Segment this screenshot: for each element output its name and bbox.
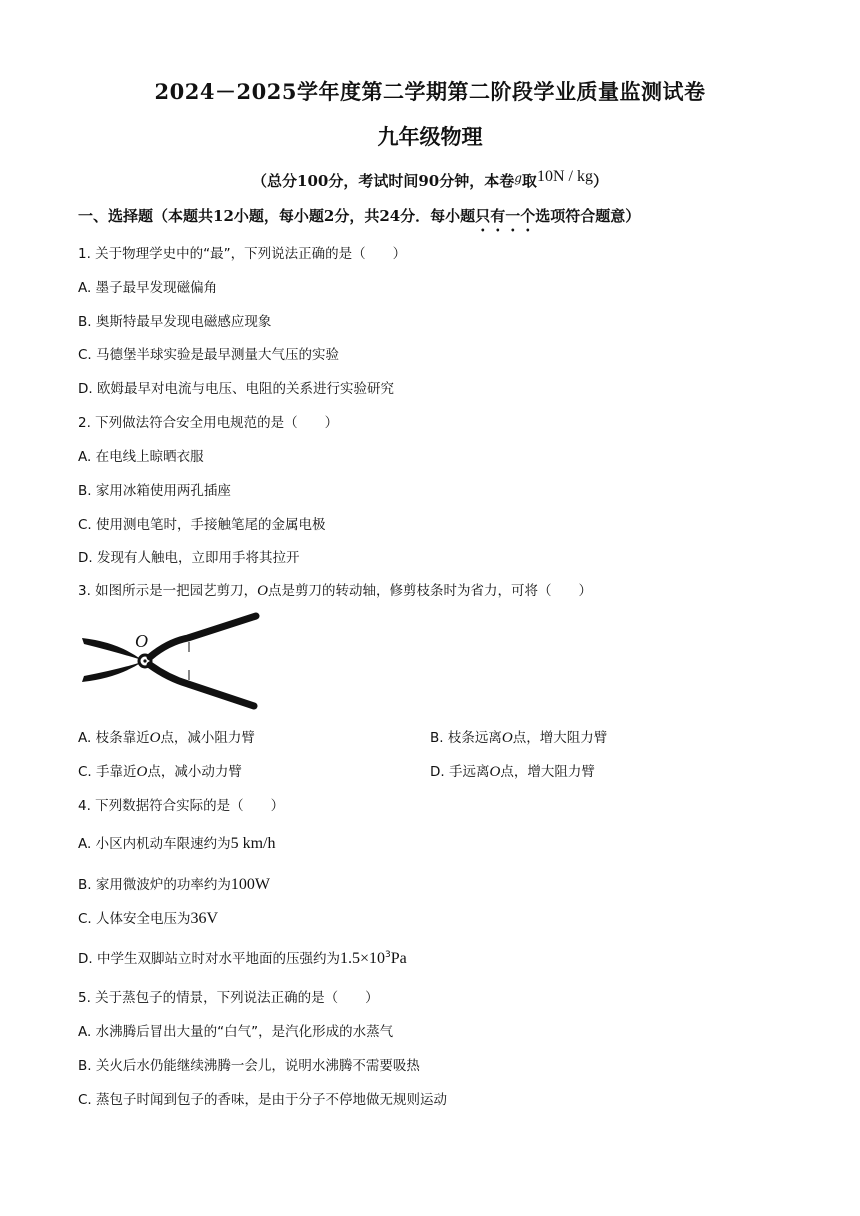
q1-option-a: A. 墨子最早发现磁偏角 (78, 280, 218, 296)
exam-note (0, 170, 860, 191)
exam-subtitle: 九年级物理 (377, 124, 483, 149)
q4-a-text: A. 小区内机动车限速约为 (78, 836, 231, 852)
q4-b-value: 100W (230, 876, 270, 893)
note-mid: 取 (521, 172, 537, 190)
lower-handle (150, 665, 254, 706)
q4-d-exponent: 3 (385, 950, 391, 960)
pivot-label: O (135, 631, 148, 651)
q4-c-value: 36V (190, 910, 219, 927)
q3-c-o: O (136, 764, 148, 780)
q4-a-value: 5 km/h (230, 835, 276, 852)
q3-option-c (78, 760, 242, 781)
exam-title: 2024－2025学年度第二学期第二阶段学业质量监测试卷 (154, 79, 706, 104)
q2-option-d: D. 发现有人触电，立即用手将其拉开 (78, 550, 300, 566)
q2-option-b: B. 家用冰箱使用两孔插座 (78, 483, 231, 499)
q2-stem: 2. 下列做法符合安全用电规范的是（ ） (78, 415, 339, 431)
q3-b-part: B. 枝条远离 (430, 730, 502, 746)
shears-drawing (78, 612, 268, 712)
q4-d-value: 1.5×10 (339, 950, 386, 967)
note-unit: 10N / kg (536, 168, 593, 185)
q3-c-part: C. 手靠近 (78, 764, 137, 780)
q1-option-b: B. 奥斯特最早发现电磁感应现象 (78, 314, 272, 330)
q4-d-text: D. 中学生双脚站立时对水平地面的压强约为 (78, 951, 340, 967)
note-symbol: g (514, 171, 522, 185)
section-emphasis: 只有一个 (475, 207, 536, 225)
q3-d-part: D. 手远离 (430, 764, 490, 780)
q3-a-part: A. 枝条靠近 (78, 730, 150, 746)
q5-stem: 5. 关于蒸包子的情景，下列说法正确的是（ ） (78, 990, 379, 1006)
q1-stem: 1. 关于物理学史中的“最”，下列说法正确的是（ ） (78, 246, 407, 262)
q4-option-b (78, 873, 270, 894)
q3-stem-o: O (257, 583, 269, 599)
q5-option-a: A. 水沸腾后冒出大量的“白气”，是汽化形成的水蒸气 (78, 1024, 394, 1040)
q3-a-part: 点，减小阻力臂 (160, 730, 255, 746)
q4-option-d (78, 947, 407, 968)
note-prefix: （总分100分，考试时间90分钟，本卷 (252, 172, 515, 190)
q3-stem (78, 579, 592, 600)
q4-d-unit: Pa (390, 950, 407, 967)
q5-option-b: B. 关火后水仍能继续沸腾一会儿，说明水沸腾不需要吸热 (78, 1058, 420, 1074)
q4-stem: 4. 下列数据符合实际的是（ ） (78, 798, 285, 814)
section-head: 一、选择题（本题共12小题，每小题2分，共24分．每小题 (78, 207, 476, 225)
q4-option-a (78, 832, 275, 853)
q3-c-part: 点，减小动力臂 (147, 764, 242, 780)
note-suffix: ） (592, 172, 608, 190)
section-heading (78, 205, 640, 235)
upper-handle (150, 616, 256, 657)
q4-c-text: C. 人体安全电压为 (78, 911, 191, 927)
pivot-dot (143, 659, 146, 662)
q4-b-text: B. 家用微波炉的功率约为 (78, 877, 231, 893)
pruning-shears-figure (78, 612, 268, 712)
q3-option-d (430, 760, 595, 781)
q2-option-c: C. 使用测电笔时，手接触笔尾的金属电极 (78, 517, 326, 533)
q3-option-b (430, 726, 607, 747)
section-tail: 选项符合题意） (535, 207, 641, 225)
q3-b-o: O (501, 730, 513, 746)
q3-b-part: 点，增大阻力臂 (512, 730, 608, 746)
q3-a-o: O (149, 730, 161, 746)
upper-blade (82, 638, 142, 660)
q3-stem-part: 3. 如图所示是一把园艺剪刀， (78, 583, 258, 599)
q2-option-a: A. 在电线上晾晒衣服 (78, 449, 204, 465)
q3-d-o: O (489, 764, 501, 780)
q3-stem-part: 点是剪刀的转动轴，修剪枝条时为省力，可将（ ） (268, 583, 593, 599)
q5-option-c: C. 蒸包子时闻到包子的香味，是由于分子不停地做无规则运动 (78, 1092, 448, 1108)
q4-option-c (78, 907, 218, 928)
q3-d-part: 点，增大阻力臂 (500, 764, 595, 780)
q1-option-c: C. 马德堡半球实验是最早测量大气压的实验 (78, 347, 340, 363)
q1-option-d: D. 欧姆最早对电流与电压、电阻的关系进行实验研究 (78, 381, 394, 397)
q3-option-a (78, 726, 255, 747)
lower-blade (82, 662, 142, 682)
